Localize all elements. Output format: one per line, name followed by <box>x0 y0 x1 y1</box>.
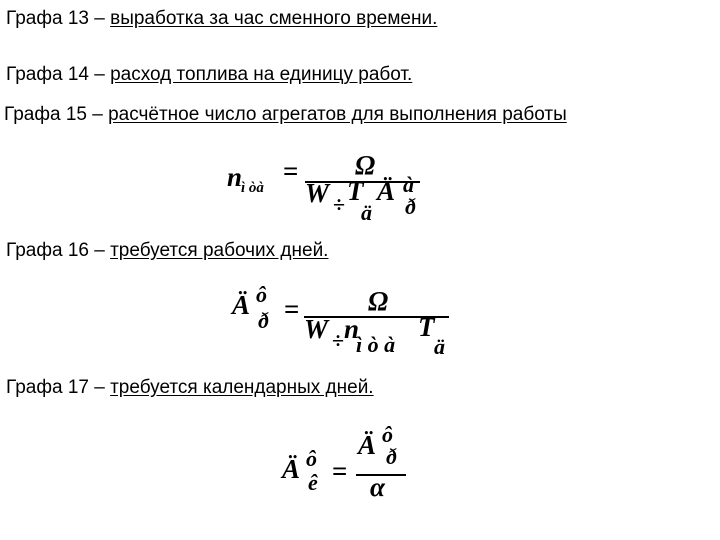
formula-lhs-sup: ô <box>256 282 267 307</box>
line-text: расчётное число агрегатов для выполнения работы <box>108 104 567 125</box>
line-grafa-15 <box>4 104 567 126</box>
formula-equals: = <box>332 456 348 486</box>
formula-den-sub: ÷ <box>333 192 346 217</box>
line-prefix: Графа 15 – <box>4 104 109 125</box>
formula-kalendarnye-dni <box>282 424 422 504</box>
formula-den-sub: ÷ <box>332 328 345 353</box>
formula-lhs-main: Ä <box>232 290 251 320</box>
line-prefix: Графа 16 – <box>6 240 111 261</box>
line-text: требуется рабочих дней. <box>110 240 329 261</box>
line-text: расход топлива на единицу работ. <box>110 64 413 85</box>
formula-lhs-main: Ä <box>282 454 301 484</box>
formula-den-w: W <box>305 178 330 208</box>
formula-rabochie-dni <box>232 282 457 366</box>
formula-lhs-sub: ê <box>308 470 318 495</box>
formula-lhs-sub: ì òà <box>241 180 264 196</box>
line-grafa-13 <box>6 8 437 30</box>
formula-den-d-sup: à <box>403 172 414 197</box>
formula-den-n-sub: ì ò à <box>356 332 396 357</box>
formula-den-t-sub: ä <box>434 334 445 359</box>
formula-numerator: Ω <box>368 286 389 316</box>
line-grafa-17 <box>6 377 374 399</box>
formula-equals: = <box>284 294 300 324</box>
formula-den-alpha: α <box>370 472 385 502</box>
formula-num-sup: ô <box>382 422 393 447</box>
formula-num-sub: ð <box>386 444 397 469</box>
formula-agregaty <box>225 150 435 225</box>
line-text: требуется календарных дней. <box>110 377 374 398</box>
formula-num-main: Ä <box>358 430 377 460</box>
formula-lhs-main: n <box>227 162 243 192</box>
line-prefix: Графа 17 – <box>6 377 111 398</box>
formula-den-t-sub: ä <box>361 200 372 225</box>
formula-den-n: n <box>344 314 360 344</box>
formula-den-w: W <box>304 314 329 344</box>
formula-lhs-sub: ð <box>258 308 269 333</box>
formula-den-t: T <box>347 176 364 206</box>
line-text: выработка за час сменного времени. <box>110 8 438 29</box>
formula-den-d-sub: ð <box>405 194 416 219</box>
formula-numerator: Ω <box>355 150 376 180</box>
formula-lhs-sup: ô <box>306 446 317 471</box>
formula-equals: = <box>283 156 299 186</box>
line-prefix: Графа 14 – <box>6 64 111 85</box>
line-prefix: Графа 13 – <box>6 8 111 29</box>
formula-den-d: Ä <box>377 176 396 206</box>
formula-den-t: T <box>418 312 435 342</box>
line-grafa-16 <box>6 240 328 262</box>
line-grafa-14 <box>6 64 412 86</box>
